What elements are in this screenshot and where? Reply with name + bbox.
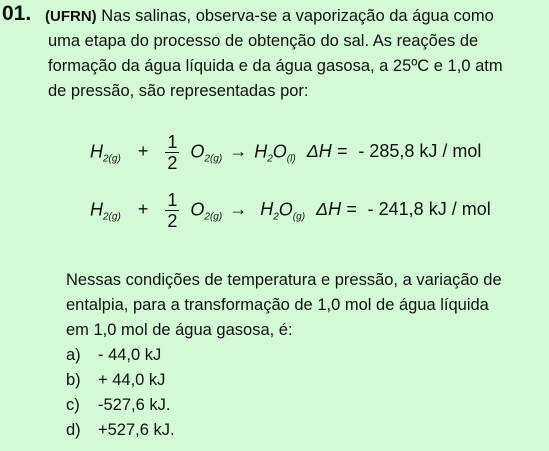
eq1-plus: + xyxy=(137,141,149,162)
answer-options xyxy=(66,343,175,443)
option-d-text: +527,6 kJ. xyxy=(98,421,175,439)
option-c-letter: c) xyxy=(66,396,80,414)
eq2-reactant2-sub: 2(g) xyxy=(204,211,223,223)
eq2-product-sub1: 2 xyxy=(273,211,279,223)
eq1-product-sub1: 2 xyxy=(267,153,273,165)
eq2-plus: + xyxy=(137,199,149,220)
eq2-fraction-numerator: 1 xyxy=(167,190,178,210)
eq2-product-h: H xyxy=(260,199,274,220)
option-d-letter: d) xyxy=(66,421,81,439)
eq2-reactant2: O xyxy=(190,199,205,220)
eq1-reactant1-sub: 2(g) xyxy=(103,153,121,165)
option-a-letter: a) xyxy=(66,346,81,364)
eq2-arrow: → xyxy=(229,199,248,220)
option-a-text: - 44,0 kJ xyxy=(98,346,162,364)
question-number xyxy=(2,2,31,26)
eq1-fraction xyxy=(165,132,179,173)
option-d[interactable] xyxy=(66,418,175,443)
prompt-line-3: em 1,0 mol de água gasosa, é: xyxy=(66,321,293,339)
stem-line-2: uma etapa do processo de obtenção do sal. As reações de xyxy=(48,32,479,50)
eq1-fraction-denominator: 2 xyxy=(167,153,178,173)
stem-first-line xyxy=(45,4,549,29)
eq2-product-o: O xyxy=(278,199,293,220)
stem-line-1: Nas salinas, observa-se a vaporização da água como xyxy=(101,7,494,25)
eq2-fraction xyxy=(165,190,179,231)
equation-liquid-water xyxy=(90,132,481,173)
eq1-reactant2-sub: 2(g) xyxy=(204,153,223,165)
eq2-fraction-denominator: 2 xyxy=(167,211,178,231)
eq1-reactant2: O xyxy=(190,141,205,162)
stem-line-4: de pressão, são representadas por: xyxy=(48,82,309,100)
question-number-text: 01. xyxy=(2,2,32,25)
stem-text xyxy=(48,29,548,104)
eq2-delta-h: ΔH = xyxy=(316,199,357,220)
eq1-reactant1: H xyxy=(90,141,103,162)
option-c[interactable] xyxy=(66,393,175,418)
prompt-line-2: entalpia, para a transformação de 1,0 mol de água líquida xyxy=(66,296,489,314)
option-a[interactable] xyxy=(66,343,175,368)
stem-line-3: formação da água líquida e da água gasosa, a 25ºC e 1,0 atm xyxy=(48,57,503,75)
equation-gaseous-water xyxy=(90,190,491,231)
eq1-product-o: O xyxy=(272,141,287,162)
question-prompt xyxy=(66,268,548,343)
eq2-value: - 241,8 kJ / mol xyxy=(367,199,491,220)
prompt-line-1: Nessas condições de temperatura e pressão, a variação de xyxy=(66,271,502,289)
eq1-delta-h: ΔH = xyxy=(306,141,348,162)
eq2-product-state: (g) xyxy=(292,211,306,223)
option-b-text: + 44,0 kJ xyxy=(98,371,166,389)
eq1-value: - 285,8 kJ / mol xyxy=(358,141,482,162)
eq2-reactant1-sub: 2(g) xyxy=(103,211,121,223)
option-c-text: -527,6 kJ. xyxy=(98,396,171,414)
option-b-letter: b) xyxy=(66,371,81,389)
question-source: (UFRN) xyxy=(45,8,97,25)
eq1-product-h: H xyxy=(254,141,268,162)
eq1-fraction-numerator: 1 xyxy=(167,132,178,152)
eq1-arrow: → xyxy=(229,141,248,162)
eq2-reactant1: H xyxy=(90,199,103,220)
option-b[interactable] xyxy=(66,368,175,393)
eq1-product-state: (l) xyxy=(286,153,296,165)
